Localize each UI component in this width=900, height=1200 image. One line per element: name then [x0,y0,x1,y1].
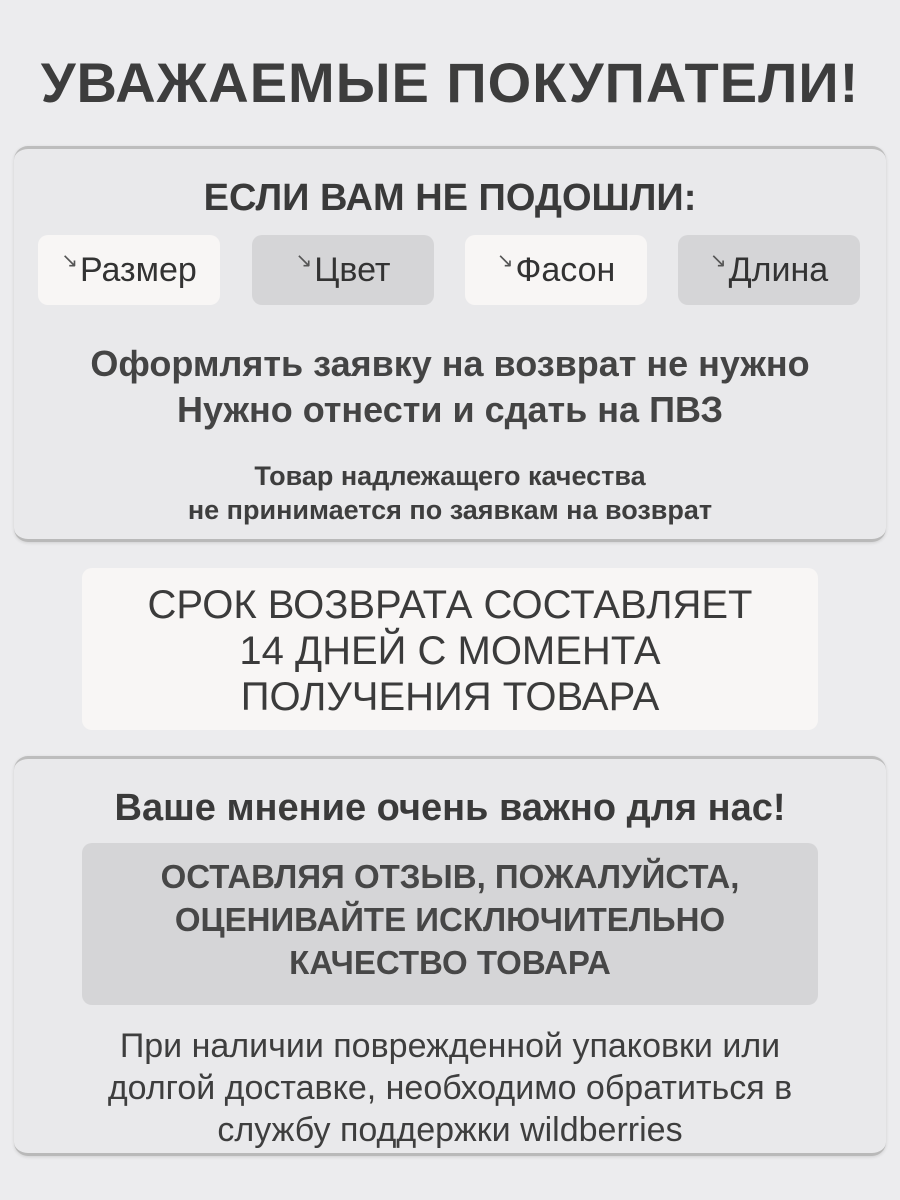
page-title: УВАЖАЕМЫЕ ПОКУПАТЕЛИ! [40,51,860,114]
fit-heading: ЕСЛИ ВАМ НЕ ПОДОШЛИ: [203,177,697,219]
arrow-down-right-icon: ↘ [496,249,514,272]
deadline-line: СРОК ВОЗВРАТА СОСТАВЛЯЕТ [147,583,753,627]
reason-chips [38,235,862,305]
instruction-line: Оформлять заявку на возврат не нужно [90,343,810,384]
return-deadline-box [82,568,818,730]
review-card [14,756,886,1156]
notice-line: долгой доставке, необходимо обратиться в [107,1069,793,1107]
deadline-line: 14 ДНЕЙ С МОМЕНТА [239,629,661,673]
review-line: ОСТАВЛЯЯ ОТЗЫВ, ПОЖАЛУЙСТА, [160,858,740,895]
chip-label: Цвет [314,250,391,289]
arrow-down-right-icon: ↘ [61,249,78,272]
chip-size [38,235,220,305]
deadline-line: ПОЛУЧЕНИЯ ТОВАРА [240,675,660,719]
quality-note-line: не принимается по заявкам на возврат [187,495,713,525]
chip-label: Размер [79,250,197,289]
chip-style [465,235,647,305]
support-notice [14,1025,886,1151]
chip-label: Фасон [515,250,616,289]
notice-line: При наличии поврежденной упаковки или [119,1027,781,1065]
review-request-box [82,843,818,1005]
instruction-line: Нужно отнести и сдать на ПВЗ [176,389,724,430]
arrow-down-right-icon: ↘ [709,249,727,272]
quality-note [14,459,886,527]
fit-card [14,146,886,542]
chip-length [678,235,860,305]
review-line: КАЧЕСТВО ТОВАРА [289,944,611,981]
return-instructions [14,341,886,433]
chip-label: Длина [728,250,829,289]
notice-line: службу поддержки wildberries [217,1111,683,1149]
chip-color [252,235,434,305]
quality-note-line: Товар надлежащего качества [254,461,646,491]
review-line: ОЦЕНИВАЙТЕ ИСКЛЮЧИТЕЛЬНО [174,901,726,938]
review-heading: Ваше мнение очень важно для нас! [114,787,786,829]
arrow-down-right-icon: ↘ [295,249,313,272]
